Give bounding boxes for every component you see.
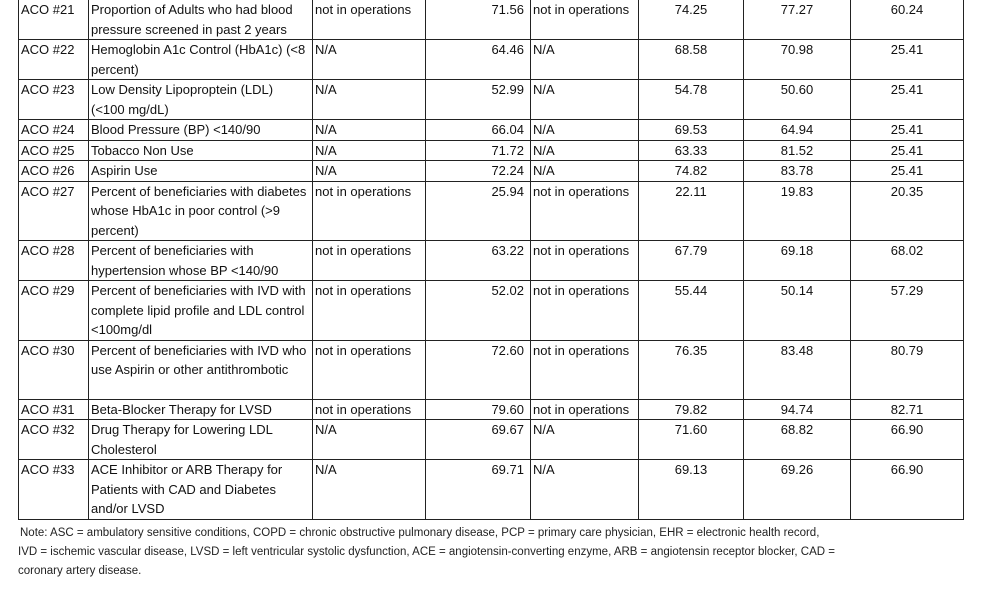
value-col8: 80.79	[851, 340, 964, 399]
value-col3: not in operations	[313, 0, 426, 40]
value-col5: N/A	[531, 120, 639, 141]
value-col5: not in operations	[531, 281, 639, 341]
value-col5: not in operations	[531, 340, 639, 399]
row-id: ACO #24	[19, 120, 89, 141]
table-row	[19, 40, 964, 80]
value-col5: N/A	[531, 140, 639, 161]
measure-name: Percent of beneficiaries with IVD with complete lipid profile and LDL control <100mg/dl	[89, 281, 313, 341]
table-row	[19, 140, 964, 161]
value-col6: 67.79	[639, 241, 744, 281]
row-id: ACO #21	[19, 0, 89, 40]
value-col6: 69.53	[639, 120, 744, 141]
note-line-3: coronary artery disease.	[18, 564, 142, 577]
value-col3: N/A	[313, 120, 426, 141]
row-id: ACO #33	[19, 460, 89, 520]
value-col7: 94.74	[744, 399, 851, 420]
value-col6: 71.60	[639, 420, 744, 460]
value-col6: 69.13	[639, 460, 744, 520]
measure-name: Aspirin Use	[89, 161, 313, 182]
value-col7: 68.82	[744, 420, 851, 460]
value-col3: N/A	[313, 140, 426, 161]
value-col3: N/A	[313, 420, 426, 460]
value-col4: 79.60	[426, 399, 531, 420]
measure-name: Hemoglobin A1c Control (HbA1c) (<8 percent)	[89, 40, 313, 80]
measure-name: Beta-Blocker Therapy for LVSD	[89, 399, 313, 420]
row-id: ACO #28	[19, 241, 89, 281]
value-col6: 68.58	[639, 40, 744, 80]
table-row	[19, 80, 964, 120]
note-line-2: IVD = ischemic vascular disease, LVSD = left ventricular systolic dysfunction, ACE = angiotensin-converting enzyme, ARB = angiotensin receptor blocker, CAD =	[18, 545, 835, 558]
value-col5: not in operations	[531, 0, 639, 40]
value-col7: 19.83	[744, 181, 851, 241]
value-col8: 66.90	[851, 420, 964, 460]
value-col4: 69.67	[426, 420, 531, 460]
table-row	[19, 0, 964, 40]
table-row	[19, 460, 964, 520]
value-col5: N/A	[531, 40, 639, 80]
value-col7: 69.18	[744, 241, 851, 281]
value-col4: 71.56	[426, 0, 531, 40]
note-line-1: Note: ASC = ambulatory sensitive conditions, COPD = chronic obstructive pulmonary disease, PCP = primary care physician, EHR = electronic health record,	[20, 526, 820, 539]
value-col6: 22.11	[639, 181, 744, 241]
measure-name: ACE Inhibitor or ARB Therapy for Patients with CAD and Diabetes and/or LVSD	[89, 460, 313, 520]
row-id: ACO #31	[19, 399, 89, 420]
row-id: ACO #27	[19, 181, 89, 241]
table-row	[19, 340, 964, 399]
value-col7: 81.52	[744, 140, 851, 161]
value-col8: 66.90	[851, 460, 964, 520]
row-id: ACO #29	[19, 281, 89, 341]
value-col4: 63.22	[426, 241, 531, 281]
measure-name: Percent of beneficiaries with diabetes whose HbA1c in poor control (>9 percent)	[89, 181, 313, 241]
value-col4: 52.99	[426, 80, 531, 120]
value-col6: 76.35	[639, 340, 744, 399]
value-col5: N/A	[531, 460, 639, 520]
row-id: ACO #22	[19, 40, 89, 80]
row-id: ACO #30	[19, 340, 89, 399]
value-col6: 79.82	[639, 399, 744, 420]
value-col7: 50.60	[744, 80, 851, 120]
measure-name: Low Density Lipoproptein (LDL) (<100 mg/dL)	[89, 80, 313, 120]
value-col5: N/A	[531, 161, 639, 182]
value-col3: not in operations	[313, 340, 426, 399]
row-id: ACO #25	[19, 140, 89, 161]
value-col3: not in operations	[313, 281, 426, 341]
value-col8: 60.24	[851, 0, 964, 40]
value-col3: N/A	[313, 161, 426, 182]
row-id: ACO #23	[19, 80, 89, 120]
table-note	[18, 524, 991, 581]
table-row	[19, 120, 964, 141]
value-col8: 25.41	[851, 40, 964, 80]
value-col7: 83.48	[744, 340, 851, 399]
table-row	[19, 420, 964, 460]
row-id: ACO #32	[19, 420, 89, 460]
value-col4: 64.46	[426, 40, 531, 80]
value-col6: 74.82	[639, 161, 744, 182]
value-col6: 54.78	[639, 80, 744, 120]
value-col4: 72.60	[426, 340, 531, 399]
value-col6: 74.25	[639, 0, 744, 40]
measure-name: Percent of beneficiaries with IVD who use Aspirin or other antithrombotic	[89, 340, 313, 399]
value-col7: 69.26	[744, 460, 851, 520]
value-col3: N/A	[313, 80, 426, 120]
value-col5: not in operations	[531, 241, 639, 281]
value-col7: 77.27	[744, 0, 851, 40]
value-col3: N/A	[313, 40, 426, 80]
value-col8: 25.41	[851, 140, 964, 161]
value-col4: 52.02	[426, 281, 531, 341]
value-col5: not in operations	[531, 399, 639, 420]
value-col8: 20.35	[851, 181, 964, 241]
row-id: ACO #26	[19, 161, 89, 182]
value-col5: N/A	[531, 80, 639, 120]
value-col4: 72.24	[426, 161, 531, 182]
value-col7: 50.14	[744, 281, 851, 341]
value-col8: 82.71	[851, 399, 964, 420]
aco-measures-table	[18, 0, 964, 520]
value-col6: 55.44	[639, 281, 744, 341]
value-col3: not in operations	[313, 181, 426, 241]
value-col4: 25.94	[426, 181, 531, 241]
value-col3: N/A	[313, 460, 426, 520]
table-row	[19, 161, 964, 182]
table-row	[19, 399, 964, 420]
value-col8: 25.41	[851, 120, 964, 141]
value-col5: N/A	[531, 420, 639, 460]
measure-name: Drug Therapy for Lowering LDL Cholesterol	[89, 420, 313, 460]
value-col4: 69.71	[426, 460, 531, 520]
value-col8: 57.29	[851, 281, 964, 341]
value-col7: 83.78	[744, 161, 851, 182]
measure-name: Blood Pressure (BP) <140/90	[89, 120, 313, 141]
value-col8: 68.02	[851, 241, 964, 281]
table-row	[19, 181, 964, 241]
table-row	[19, 241, 964, 281]
table-row	[19, 281, 964, 341]
value-col4: 66.04	[426, 120, 531, 141]
value-col4: 71.72	[426, 140, 531, 161]
value-col6: 63.33	[639, 140, 744, 161]
value-col5: not in operations	[531, 181, 639, 241]
value-col7: 64.94	[744, 120, 851, 141]
measure-name: Proportion of Adults who had blood pressure screened in past 2 years	[89, 0, 313, 40]
measure-name: Percent of beneficiaries with hypertension whose BP <140/90	[89, 241, 313, 281]
measure-name: Tobacco Non Use	[89, 140, 313, 161]
value-col8: 25.41	[851, 161, 964, 182]
value-col8: 25.41	[851, 80, 964, 120]
value-col7: 70.98	[744, 40, 851, 80]
value-col3: not in operations	[313, 399, 426, 420]
value-col3: not in operations	[313, 241, 426, 281]
